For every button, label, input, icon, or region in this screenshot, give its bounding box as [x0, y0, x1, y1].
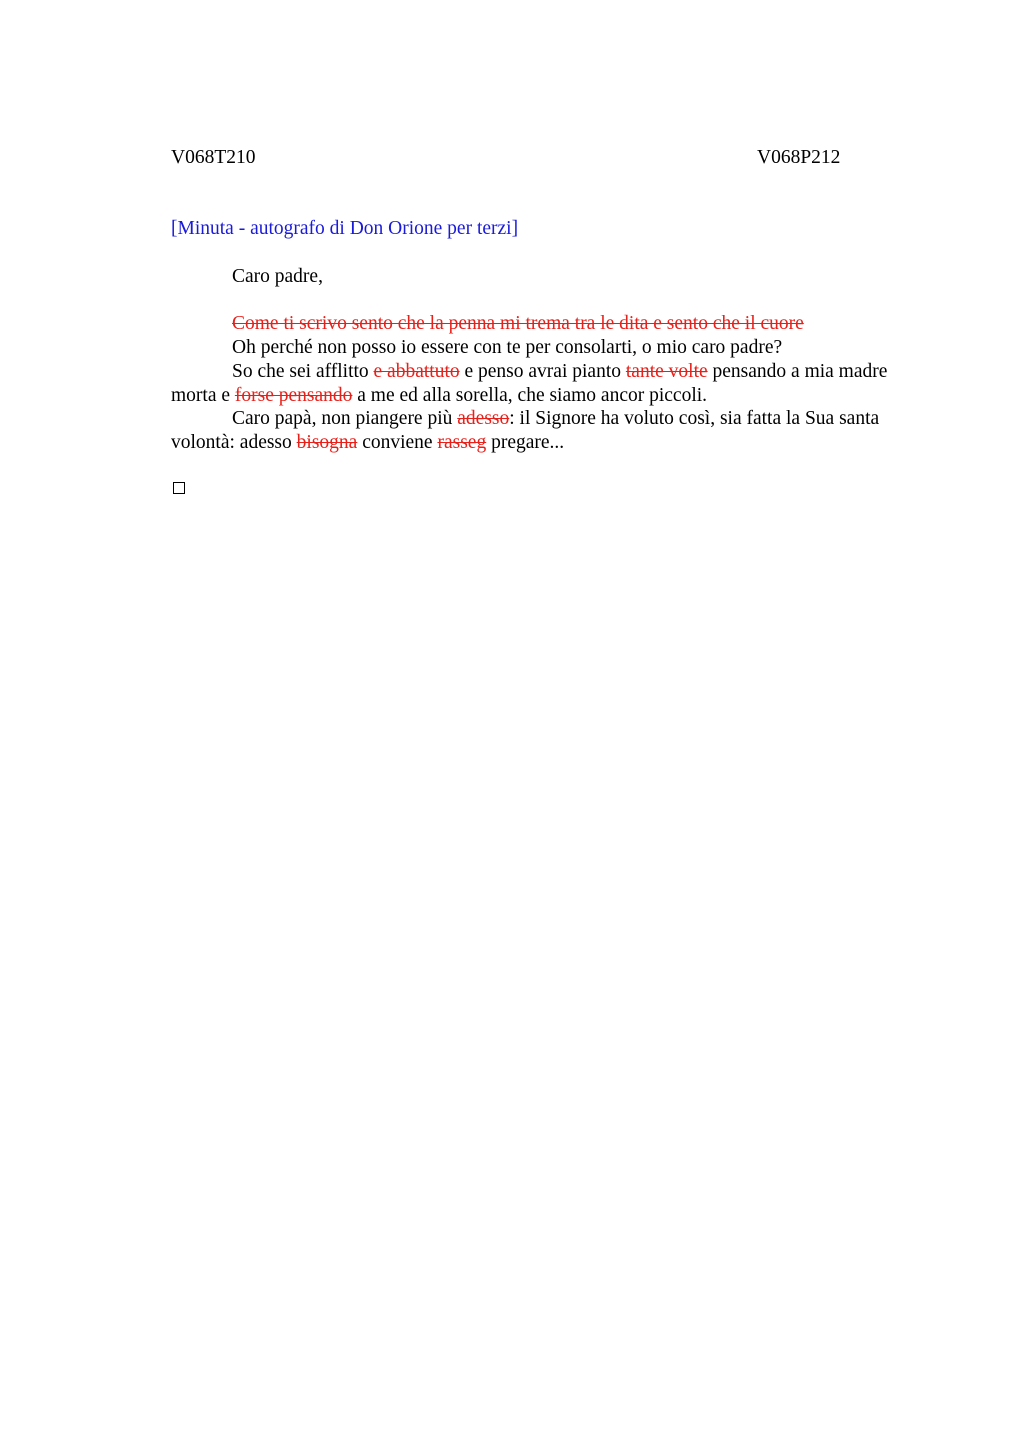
letter-text: a me ed alla sorella, che siamo ancor piccoli.	[352, 384, 708, 406]
deleted-text: e abbattuto	[373, 360, 460, 382]
deleted-text: tante volte	[625, 360, 708, 382]
deleted-text: forse pensando	[234, 384, 353, 406]
letter-text: Caro papà, non piangere più	[232, 408, 458, 430]
letter-text: conviene	[357, 431, 438, 453]
document-code-right: V068P212	[757, 147, 841, 168]
letter-text: So che sei afflitto	[232, 360, 374, 382]
letter-text: : il Signore ha voluto così, sia fatta la Sua santa volontà: adesso	[171, 408, 880, 453]
deleted-text: rasseg	[437, 431, 487, 453]
letter-body	[171, 265, 931, 455]
deleted-text: Come ti scrivo sento che la penna mi trema tra le dita e sento che il cuore	[232, 313, 804, 335]
paragraph-gap	[171, 289, 931, 313]
letter-paragraph-deleted	[171, 312, 931, 336]
editorial-note: [Minuta - autografo di Don Orione per terzi]	[171, 218, 519, 239]
letter-text: pregare...	[486, 431, 565, 453]
document-code-left: V068T210	[171, 147, 256, 168]
checkbox-icon	[173, 482, 185, 494]
deleted-text: bisogna	[296, 431, 358, 453]
letter-paragraph	[171, 360, 931, 407]
letter-text: e penso avrai pianto	[459, 360, 626, 382]
document-page	[171, 0, 931, 1450]
letter-salutation: Caro padre,	[232, 266, 323, 287]
deleted-text: adesso	[457, 408, 510, 430]
letter-text: pensando a mia madre morta e	[171, 360, 888, 406]
letter-paragraph: Oh perché non posso io essere con te per consolarti, o mio caro padre?	[232, 337, 783, 359]
letter-paragraph	[171, 407, 931, 454]
